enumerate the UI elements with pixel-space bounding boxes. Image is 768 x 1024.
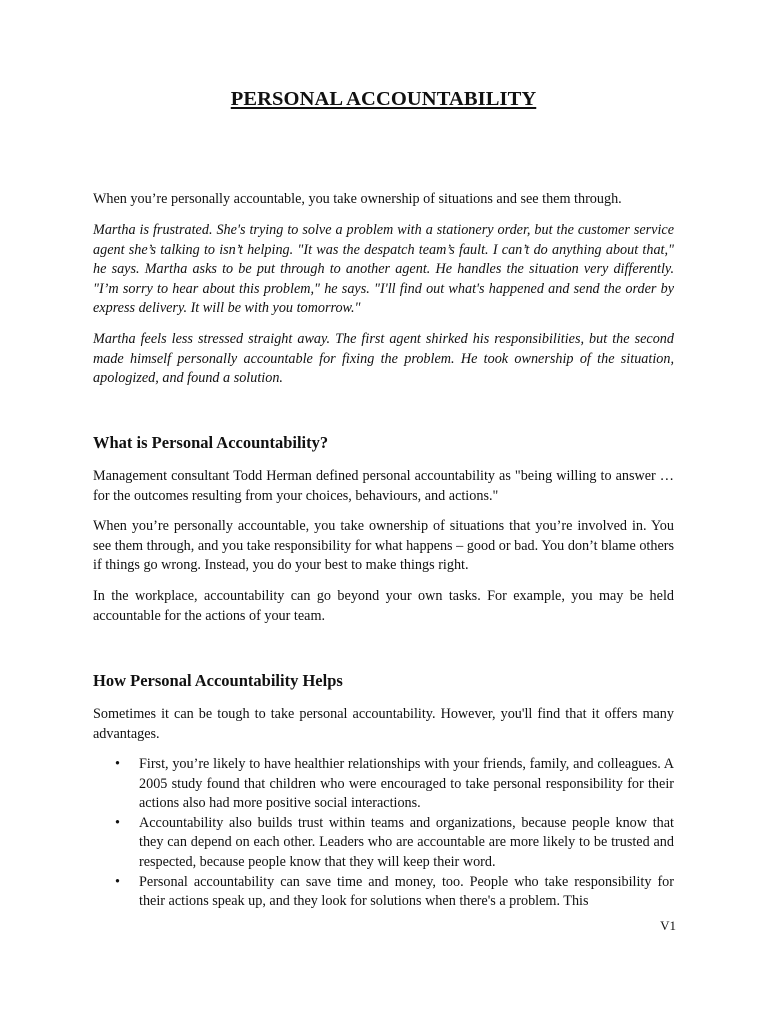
list-item-text: Accountability also builds trust within teams and organizations, because people know that they can depend on each other. Leaders who are accountable are more likely to be trusted and respected, because people know that they will keep their word. <box>139 814 674 870</box>
advantages-list <box>93 755 674 912</box>
bullet-icon: • <box>115 814 120 831</box>
bullet-icon: • <box>115 873 120 890</box>
intro-paragraph-1: When you’re personally accountable, you take ownership of situations and see them through. <box>93 191 622 207</box>
section1-paragraph-1: Management consultant Todd Herman defined personal accountability as "being willing to answer … for the outcomes resulting from your choices, behaviours, and actions." <box>93 468 674 504</box>
section-heading-how-helps: How Personal Accountability Helps <box>93 671 343 690</box>
list-item <box>93 873 674 912</box>
section1-paragraph-2: When you’re personally accountable, you take ownership of situations that you’re involved in. You see them through, and you take responsibility for what happens – good or bad. You don’t blame others if things go wrong. Instead, you do your best to make things right. <box>93 518 674 574</box>
section2-paragraph-1: Sometimes it can be tough to take personal accountability. However, you'll find that it offers many advantages. <box>93 706 674 742</box>
page-title: PERSONAL ACCOUNTABILITY <box>230 88 537 110</box>
list-item <box>93 755 674 814</box>
section1-paragraph-3: In the workplace, accountability can go beyond your own tasks. For example, you may be held accountable for the actions of your team. <box>93 588 674 624</box>
intro-paragraph-3: Martha feels less stressed straight away. The first agent shirked his responsibilities, but the second made himself personally accountable for fixing the problem. He took ownership of the situation, apologized, and found a solution. <box>93 331 674 387</box>
intro-paragraph-2: Martha is frustrated. She's trying to solve a problem with a stationery order, but the customer service agent she’s talking to isn’t helping. "It was the despatch team’s fault. I can’t do anything about that," he says. Martha asks to be put through to another agent. He handles the situation very differently. "I’m sorry to hear about this problem," he says. "I'll find out what's happened and send the order by express delivery. It will be with you tomorrow." <box>93 222 674 317</box>
list-item <box>93 814 674 873</box>
bullet-icon: • <box>115 756 120 772</box>
list-item-text: First, you’re likely to have healthier relationships with your friends, family, and colleagues. A 2005 study found that children who were encouraged to take personal responsibility for their actions also had more positive social interactions. <box>139 756 674 812</box>
section-heading-what-is: What is Personal Accountability? <box>93 433 329 452</box>
version-label: V1 <box>660 918 676 933</box>
list-item-text: Personal accountability can save time and money, too. People who take responsibility for their actions speak up, and they look for solutions when there's a problem. This <box>139 873 674 910</box>
